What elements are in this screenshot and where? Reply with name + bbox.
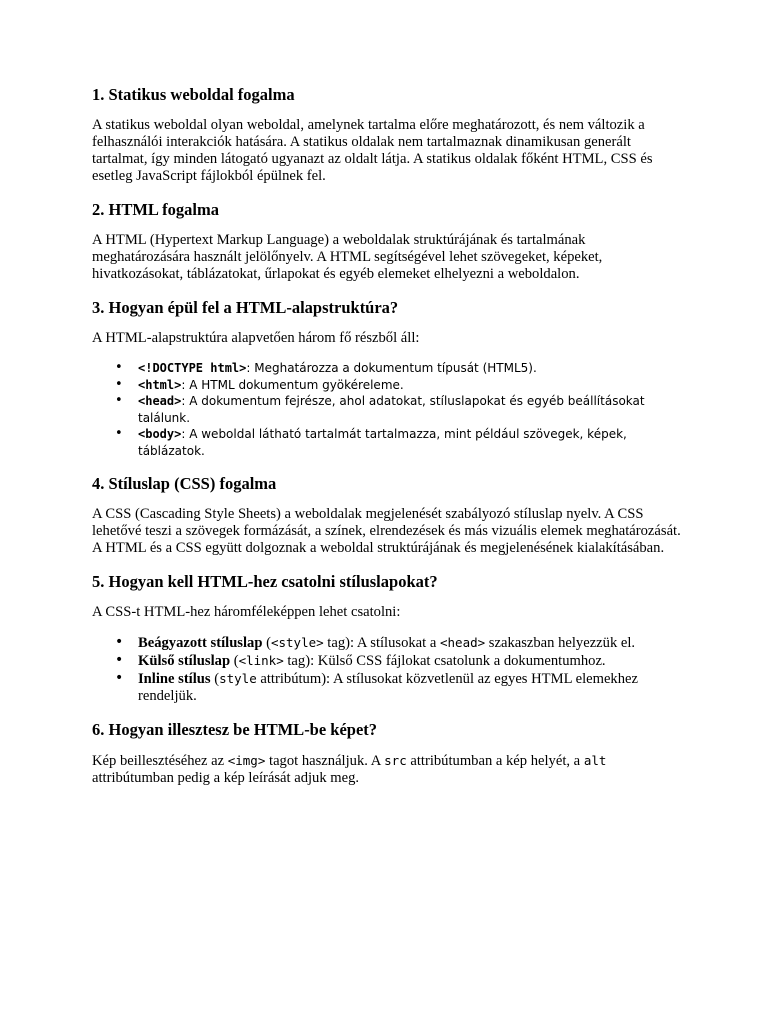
head-tag-code: <head> <box>138 394 182 408</box>
list-item-title: Külső stíluslap <box>138 653 231 669</box>
list-item-text: ( <box>262 635 271 651</box>
list-item-text: szakaszban helyezzük el. <box>485 635 636 651</box>
body-tag-code: <body> <box>138 427 182 441</box>
section-2-paragraph: A HTML (Hypertext Markup Language) a weboldalak struktúrájának és tartalmának meghatározására használt jelölőnyelv. A HTML segítségével lehet szövegeket, képeket, hivatkozásokat, táblázatokat, űrlapokat és egyéb elemeket elhelyezni a weboldalon. <box>92 232 603 282</box>
list-item-title: Inline stílus <box>138 671 211 687</box>
list-item-text: : Meghatározza a dokumentum típusát (HTML5). <box>246 361 537 375</box>
section-3-paragraph: A HTML-alapstruktúra alapvetően három fő részből áll: <box>92 330 420 346</box>
paragraph-text: attribútumban pedig a kép leírását adjuk meg. <box>92 770 360 786</box>
section-1-paragraph: A statikus weboldal olyan weboldal, amelynek tartalma előre meghatározott, és nem változik a felhasználói interakciók hatására. A statikus oldalak nem tartalmaznak dinamikusan generált tartalmat, így minden látogató ugyanazt az oldalt látja. A statikus oldalak főként HTML, CSS és esetleg JavaScript fájlokból épülnek fel. <box>92 117 653 184</box>
list-item-text: tag): Külső CSS fájlokat csatolunk a dokumentumhoz. <box>283 653 606 669</box>
doctype-code: <!DOCTYPE html> <box>138 361 247 375</box>
list-item <box>138 652 682 670</box>
list-item <box>138 634 682 652</box>
paragraph-text: Kép beillesztéséhez az <box>92 753 228 769</box>
alt-attr-code: alt <box>583 753 607 768</box>
list-item-text: attribútum): A stílusokat közvetlenül az egyes HTML elemekhez rendeljük. <box>138 671 638 704</box>
list-item <box>138 360 682 377</box>
list-item <box>138 393 682 426</box>
paragraph-text: tagot használjuk. A <box>265 753 385 769</box>
section-6-paragraph <box>92 752 682 787</box>
list-item-text: ( <box>210 671 220 687</box>
style-tag-code: <style> <box>270 635 324 650</box>
img-tag-code: <img> <box>227 753 266 768</box>
section-2-heading: 2. HTML fogalma <box>92 200 219 219</box>
list-item <box>138 426 682 459</box>
css-attach-list <box>92 634 682 705</box>
list-item-text: : A HTML dokumentum gyökéreleme. <box>181 377 404 392</box>
section-6-heading: 6. Hogyan illesztesz be HTML-be képet? <box>92 720 378 739</box>
paragraph-text: attribútumban a kép helyét, a <box>406 753 584 769</box>
section-1-heading: 1. Statikus weboldal fogalma <box>92 85 295 104</box>
list-item-text: : A dokumentum fejrésze, ahol adatokat, stíluslapokat és egyéb beállításokat találunk. <box>138 394 645 425</box>
section-5-heading: 5. Hogyan kell HTML-hez csatolni stíluslapokat? <box>92 572 438 591</box>
section-4-paragraph: A CSS (Cascading Style Sheets) a weboldalak megjelenését szabályozó stíluslap nyelv. A CSS lehetővé teszi a szövegek formázását, a színek, elrendezések és más vizuális elemek meghatározását. A HTML és a CSS együtt dolgoznak a weboldal struktúrájának és megjelenésének kialakításában. <box>92 506 681 556</box>
style-attr-code: style <box>219 671 257 686</box>
list-item <box>138 670 682 705</box>
list-item <box>138 377 682 394</box>
src-attr-code: src <box>384 753 407 768</box>
document-page <box>92 84 682 801</box>
html-structure-list <box>92 360 682 459</box>
list-item-text: : A weboldal látható tartalmát tartalmazza, mint például szövegek, képek, táblázatok. <box>138 427 627 458</box>
section-5-paragraph: A CSS-t HTML-hez háromféleképpen lehet csatolni: <box>92 604 401 620</box>
head-tag-code: <head> <box>440 635 486 650</box>
list-item-title: Beágyazott stíluslap <box>138 635 263 651</box>
link-tag-code: <link> <box>238 653 284 668</box>
list-item-text: ( <box>230 653 239 669</box>
html-tag-code: <html> <box>138 377 182 392</box>
section-4-heading: 4. Stíluslap (CSS) fogalma <box>92 474 277 493</box>
list-item-text: tag): A stílusokat a <box>323 635 440 651</box>
section-3-heading: 3. Hogyan épül fel a HTML-alapstruktúra? <box>92 298 399 317</box>
